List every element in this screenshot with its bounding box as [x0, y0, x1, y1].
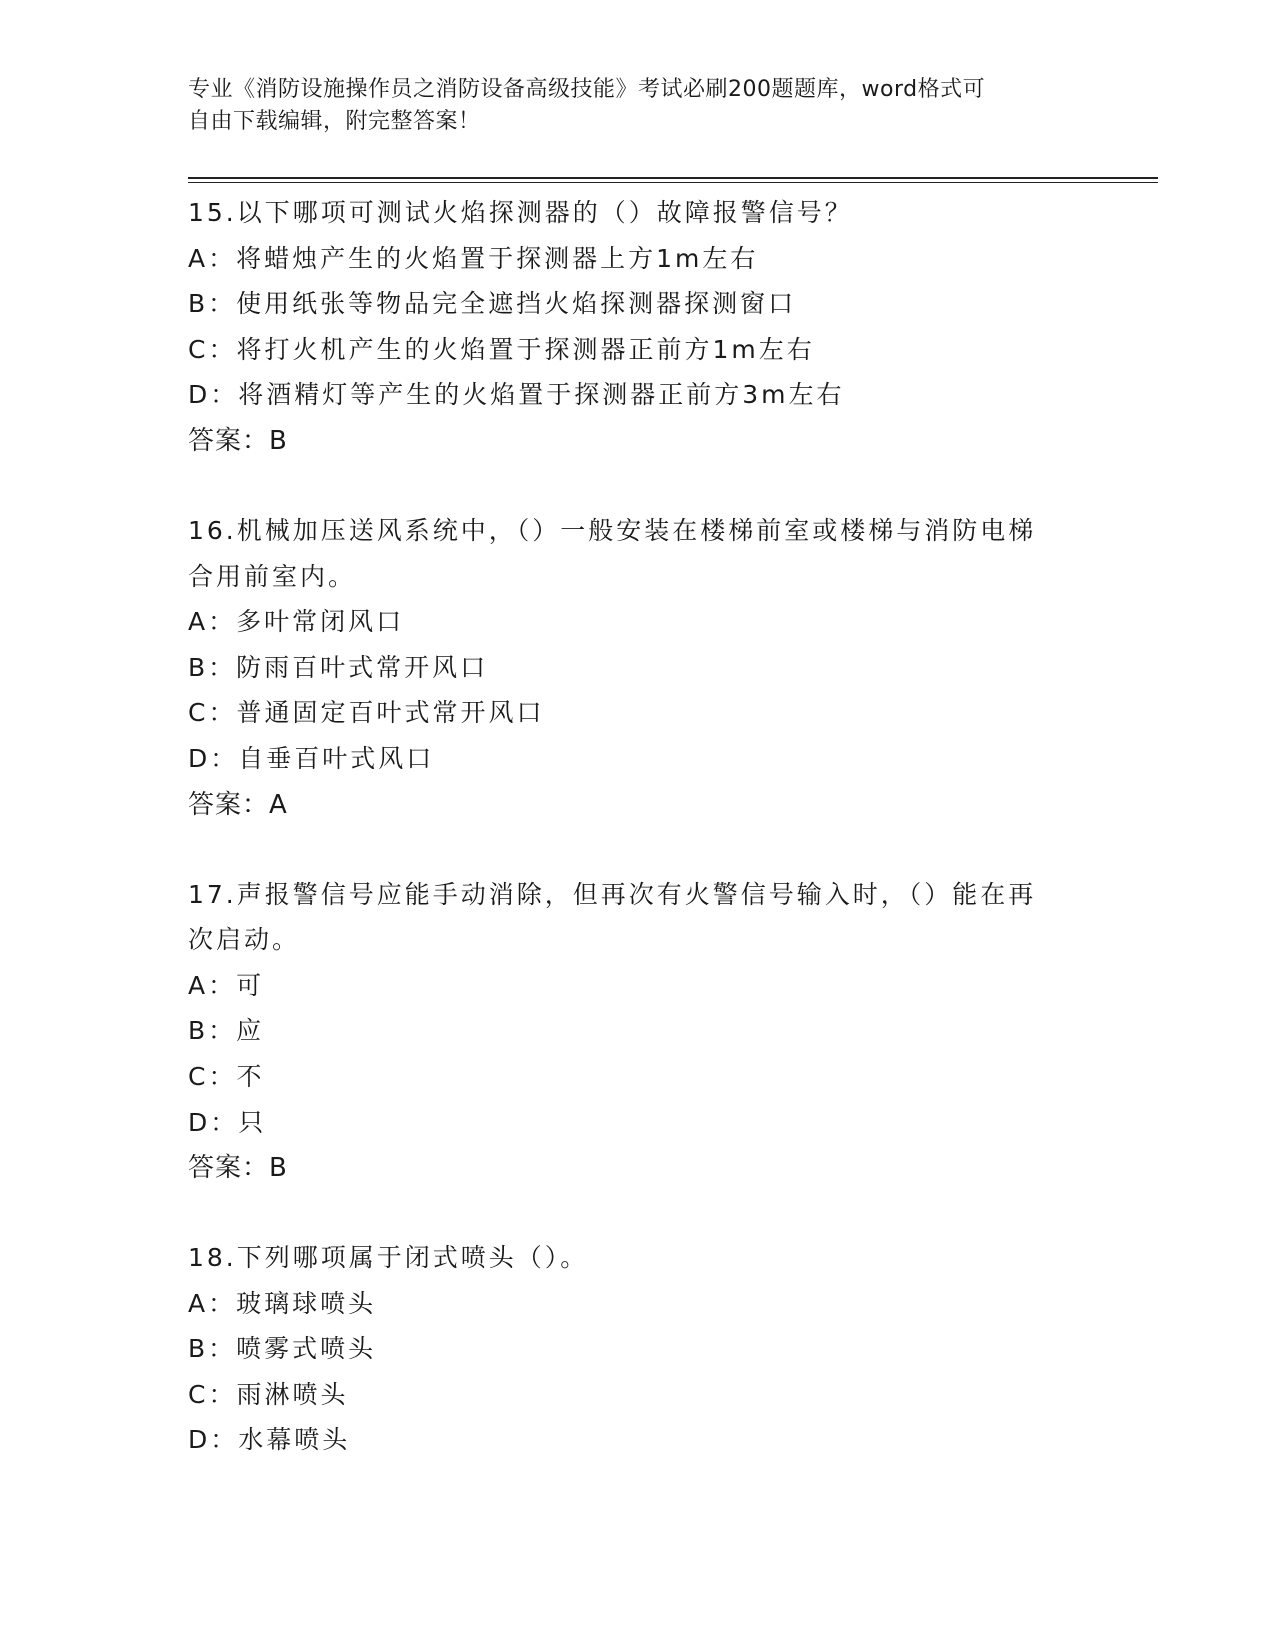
- question-15: [188, 190, 1088, 464]
- option-d: D：水幕喷头: [188, 1425, 351, 1455]
- question-stem-continued: 合用前室内。: [188, 561, 357, 591]
- question-18: [188, 1235, 1088, 1463]
- option-a: A：将蜡烛产生的火焰置于探测器上方1m左右: [188, 243, 759, 273]
- header-line-2: 自由下载编辑，附完整答案！: [188, 109, 481, 134]
- option-d: D：自垂百叶式风口: [188, 743, 435, 773]
- question-stem: 17.声报警信号应能手动消除，但再次有火警信号输入时，（）能在再: [188, 879, 1037, 909]
- answer: 答案：A: [188, 789, 288, 820]
- question-17: [188, 872, 1088, 1192]
- question-stem: 16.机械加压送风系统中，（）一般安装在楼梯前室或楼梯与消防电梯: [188, 515, 1037, 545]
- option-a: A：玻璃球喷头: [188, 1288, 377, 1318]
- question-stem-continued: 次启动。: [188, 925, 301, 955]
- question-stem: 18.下列哪项属于闭式喷头（）。: [188, 1243, 589, 1273]
- question-list: [188, 190, 1088, 1507]
- option-b: B：应: [188, 1016, 265, 1046]
- option-b: B：喷雾式喷头: [188, 1334, 377, 1364]
- option-d: D：只: [188, 1107, 267, 1137]
- answer: 答案：B: [188, 1153, 288, 1184]
- option-c: C：普通固定百叶式常开风口: [188, 698, 545, 728]
- header-line-1: 专业《消防设施操作员之消防设备高级技能》考试必刷200题题库，word格式可: [188, 77, 986, 102]
- option-d: D：将酒精灯等产生的火焰置于探测器正前方3m左右: [188, 380, 845, 410]
- option-c: C：雨淋喷头: [188, 1379, 349, 1409]
- header-divider-thin: [188, 182, 1158, 183]
- document-header: [188, 74, 1088, 138]
- header-divider-thick: [188, 177, 1158, 179]
- answer: 答案：B: [188, 425, 288, 456]
- question-16: [188, 508, 1088, 828]
- option-b: B：使用纸张等物品完全遮挡火焰探测器探测窗口: [188, 289, 797, 319]
- option-a: A：可: [188, 970, 265, 1000]
- question-stem: 15.以下哪项可测试火焰探测器的（）故障报警信号？: [188, 198, 853, 227]
- option-c: C：将打火机产生的火焰置于探测器正前方1m左右: [188, 334, 815, 364]
- option-c: C：不: [188, 1061, 265, 1091]
- option-a: A：多叶常闭风口: [188, 607, 405, 637]
- option-b: B：防雨百叶式常开风口: [188, 652, 489, 682]
